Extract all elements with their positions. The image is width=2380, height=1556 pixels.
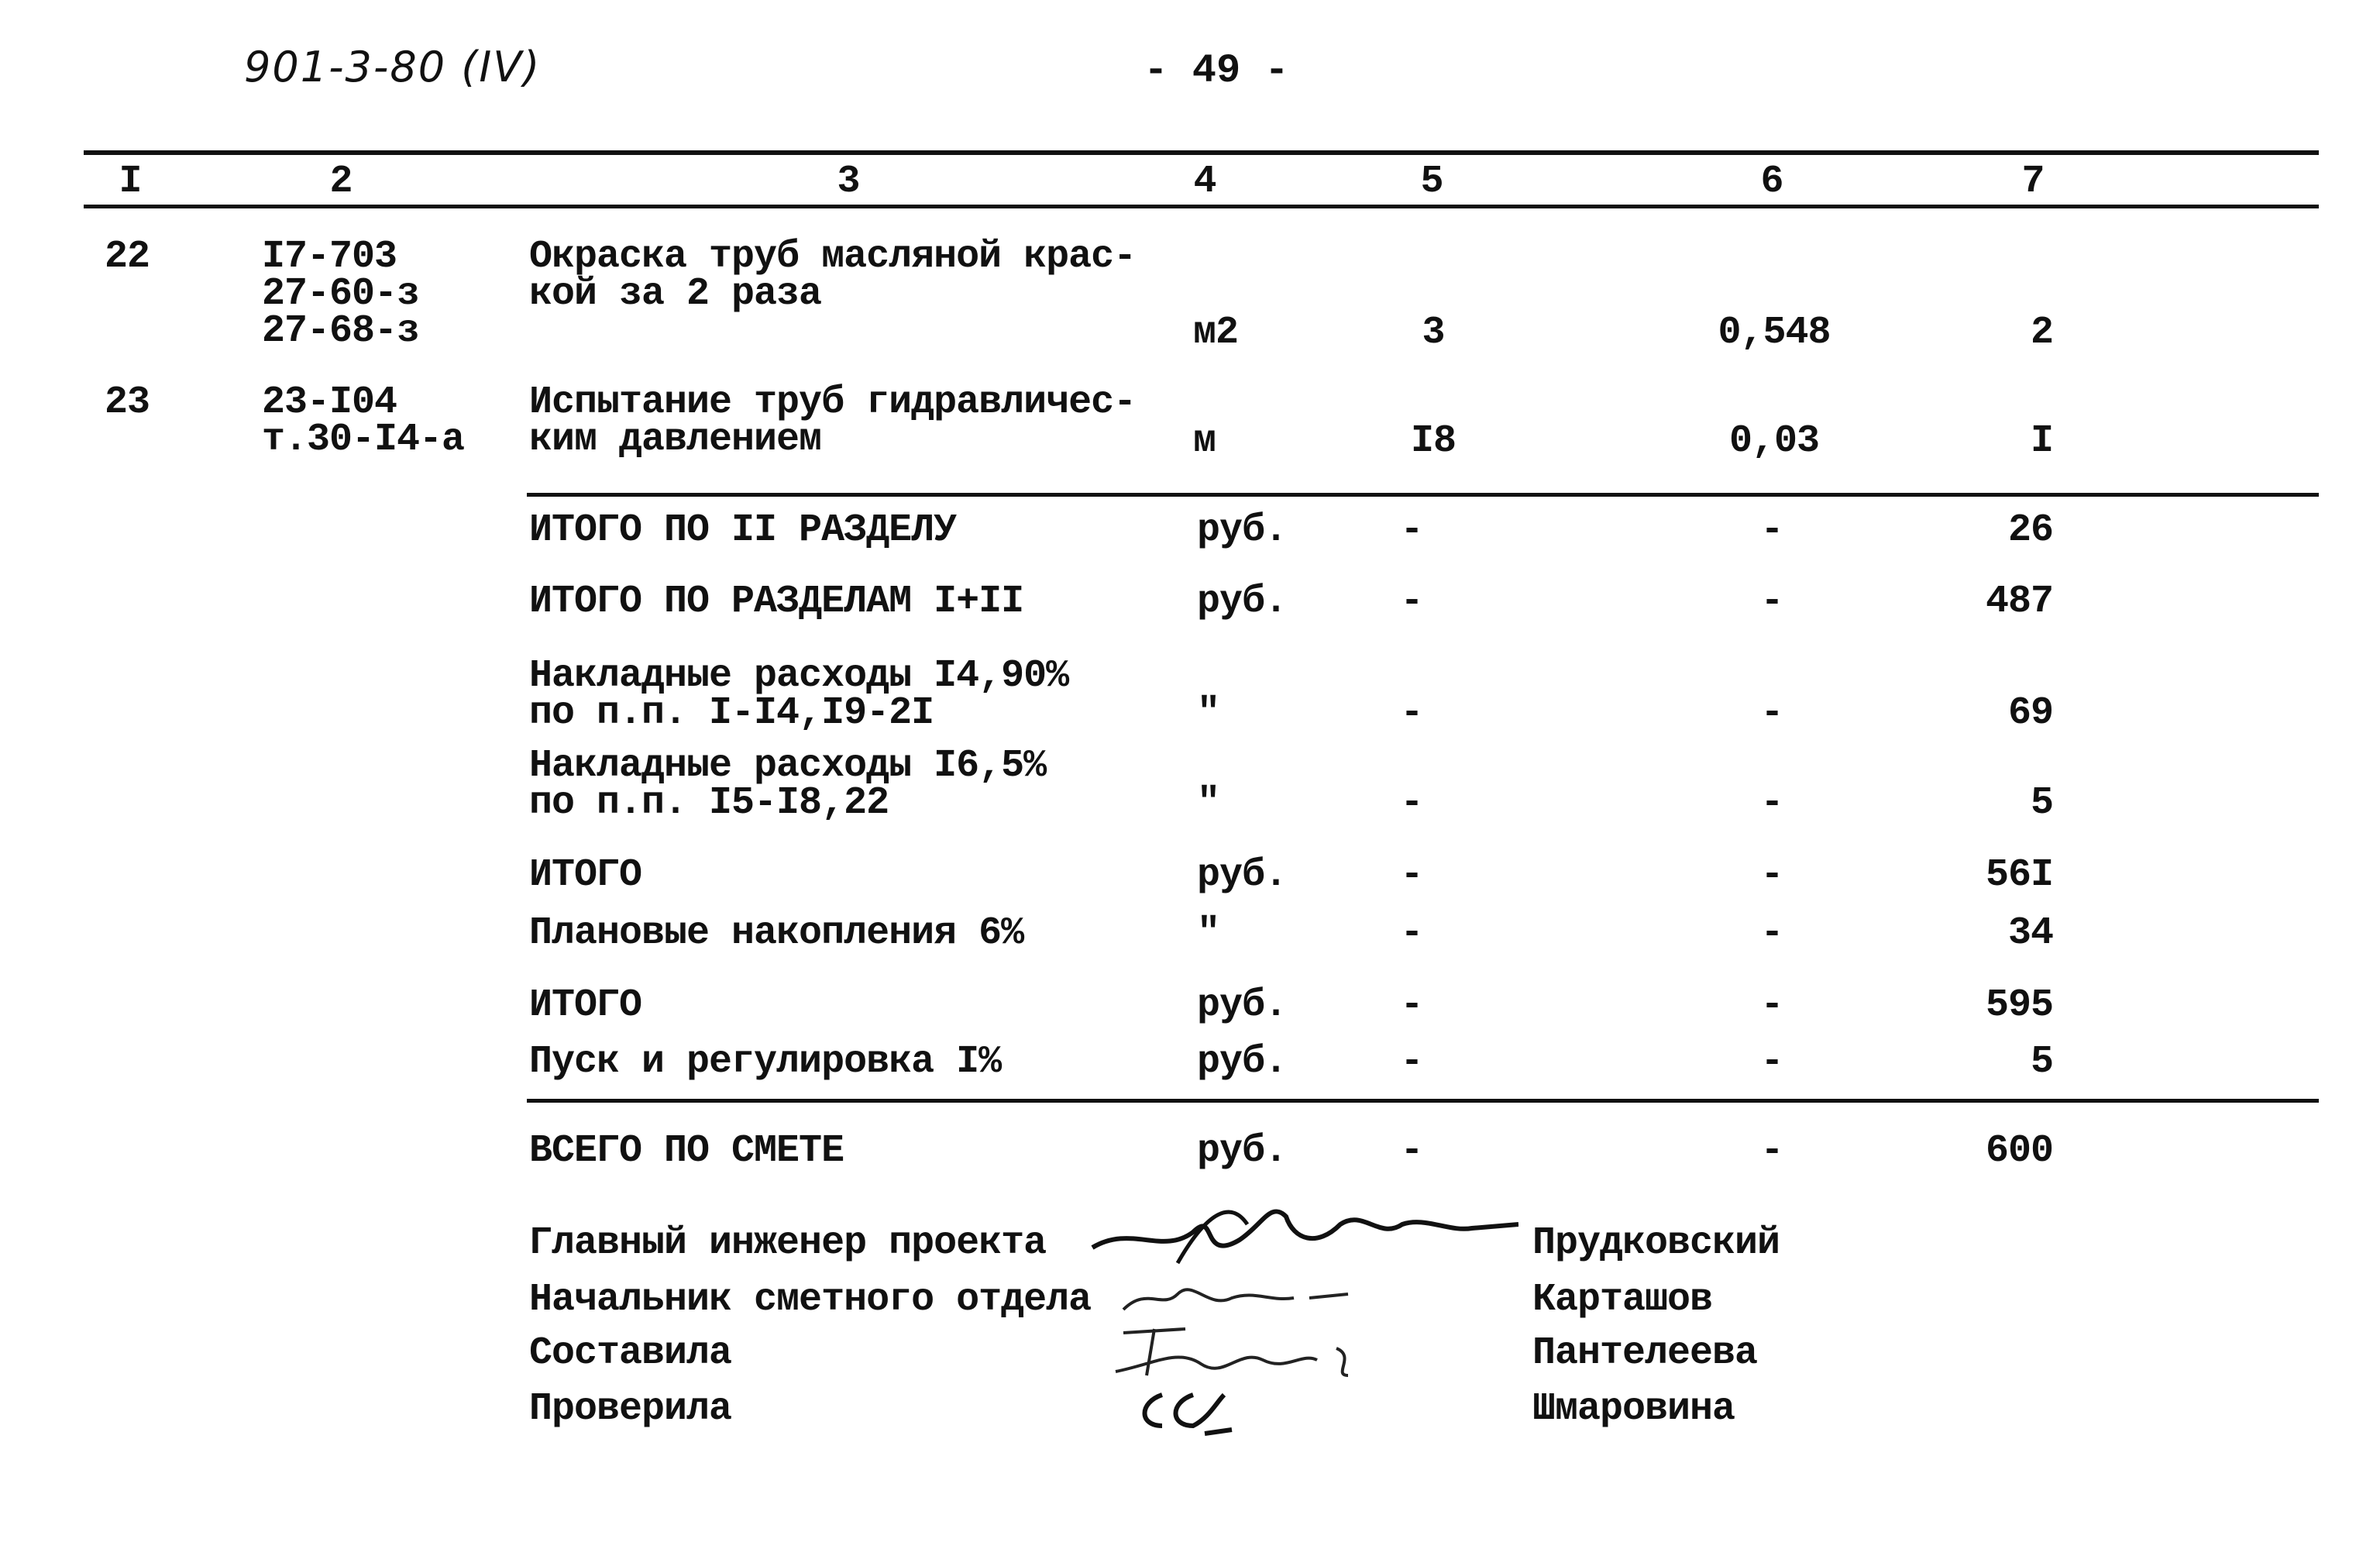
- signature-glyph-chief-engineer: [1085, 1193, 1518, 1279]
- summary-total: 56I: [1985, 853, 2053, 897]
- summary-quantity: -: [1400, 691, 1423, 735]
- table-top-rule: [84, 150, 2319, 155]
- item-name: Окраска труб масляной крас-: [529, 235, 1137, 279]
- summary-unit-price: -: [1760, 853, 1783, 897]
- summary-label: Пуск и регулировка I%: [529, 1040, 1002, 1084]
- signature-role: Главный инженер проекта: [529, 1221, 1047, 1265]
- item-number: 23: [105, 380, 150, 425]
- summary-unit: руб.: [1197, 1040, 1288, 1084]
- summary-quantity: -: [1400, 911, 1423, 955]
- summary-quantity: -: [1400, 983, 1423, 1028]
- signature-role: Начальник сметного отдела: [529, 1278, 1092, 1322]
- summary-total: 595: [1985, 983, 2053, 1028]
- column-header-4: 4: [1193, 160, 1216, 204]
- item-unit: м: [1193, 419, 1216, 463]
- item-quantity: 3: [1422, 311, 1445, 355]
- signature-name: Карташов: [1532, 1278, 1713, 1322]
- item-name: кой за 2 раза: [529, 272, 822, 316]
- summary-unit: руб.: [1197, 508, 1288, 553]
- summary-label: Плановые накопления 6%: [529, 911, 1024, 955]
- summary-quantity: -: [1400, 853, 1423, 897]
- summary-unit-price: -: [1760, 580, 1783, 624]
- summary-total: 487: [1985, 580, 2053, 624]
- summary-unit-price: -: [1760, 781, 1783, 825]
- item-unit: м2: [1193, 311, 1239, 355]
- summary-unit-price: -: [1760, 691, 1783, 735]
- summary-quantity: -: [1400, 781, 1423, 825]
- page-number: - 49 -: [1144, 48, 1289, 94]
- signature-name: Шмаровина: [1532, 1387, 1735, 1431]
- signature-glyph-checker: [1131, 1372, 1255, 1441]
- summary-label: ИТОГО: [529, 853, 642, 897]
- summary-quantity: -: [1400, 580, 1423, 624]
- item-name: ким давлением: [529, 418, 822, 462]
- summary-unit: ": [1197, 781, 1220, 825]
- summary-total: 34: [2007, 911, 2053, 955]
- column-header-2: 2: [329, 160, 353, 204]
- summary-label: ИТОГО ПО II РАЗДЕЛУ: [529, 508, 957, 553]
- summary-total: 69: [2007, 691, 2053, 735]
- summary-label: по п.п. I5-I8,22: [529, 781, 889, 825]
- item-name: Испытание труб гидравличес-: [529, 380, 1137, 425]
- summary-total: 5: [2030, 781, 2053, 825]
- document-code: 901-3-80 (IV): [244, 43, 542, 91]
- signature-name: Прудковский: [1532, 1221, 1780, 1265]
- summary-unit: ": [1197, 911, 1220, 955]
- column-header-1: I: [119, 160, 142, 204]
- column-header-6: 6: [1760, 160, 1783, 204]
- signature-role: Проверила: [529, 1387, 732, 1431]
- summary-label: ИТОГО: [529, 983, 642, 1028]
- summary-unit: руб.: [1197, 983, 1288, 1028]
- summary-unit: ": [1197, 691, 1220, 735]
- item-total: I: [2030, 419, 2053, 463]
- item-number: 22: [105, 235, 150, 279]
- item-code: 27-68-з: [262, 309, 420, 353]
- header-bottom-rule: [84, 205, 2319, 208]
- summary-unit: руб.: [1197, 853, 1288, 897]
- item-unit-price: 0,03: [1728, 419, 1820, 463]
- item-code: т.30-I4-а: [262, 418, 465, 462]
- summary-unit-price: -: [1760, 508, 1783, 553]
- summary-label: Накладные расходы I6,5%: [529, 744, 1047, 788]
- summary-unit-price: -: [1760, 1040, 1783, 1084]
- item-unit-price: 0,548: [1718, 311, 1831, 355]
- column-header-3: 3: [837, 160, 860, 204]
- column-header-5: 5: [1420, 160, 1443, 204]
- summary-unit-price: -: [1760, 911, 1783, 955]
- summary-unit: руб.: [1197, 580, 1288, 624]
- summary-quantity: -: [1400, 1129, 1423, 1173]
- summary-unit: руб.: [1197, 1129, 1288, 1173]
- summary-label: ВСЕГО ПО СМЕТЕ: [529, 1129, 844, 1173]
- column-header-7: 7: [2021, 160, 2045, 204]
- summary-label: Накладные расходы I4,90%: [529, 654, 1069, 698]
- item-total: 2: [2030, 311, 2053, 355]
- summary-label: по п.п. I-I4,I9-2I: [529, 691, 934, 735]
- summary-total: 5: [2030, 1040, 2053, 1084]
- totals-rule: [527, 1099, 2319, 1103]
- summary-unit-price: -: [1760, 1129, 1783, 1173]
- item-code: I7-703: [262, 235, 397, 279]
- signature-name: Пантелеева: [1532, 1331, 1758, 1375]
- item-code: 23-I04: [262, 380, 397, 425]
- summary-total: 600: [1985, 1129, 2053, 1173]
- summary-unit-price: -: [1760, 983, 1783, 1028]
- summary-quantity: -: [1400, 1040, 1423, 1084]
- items-bottom-rule: [527, 493, 2319, 497]
- summary-label: ИТОГО ПО РАЗДЕЛАМ I+II: [529, 580, 1024, 624]
- item-code: 27-60-з: [262, 272, 420, 316]
- item-quantity: I8: [1410, 419, 1456, 463]
- signature-role: Составила: [529, 1331, 732, 1375]
- summary-total: 26: [2007, 508, 2053, 553]
- summary-quantity: -: [1400, 508, 1423, 553]
